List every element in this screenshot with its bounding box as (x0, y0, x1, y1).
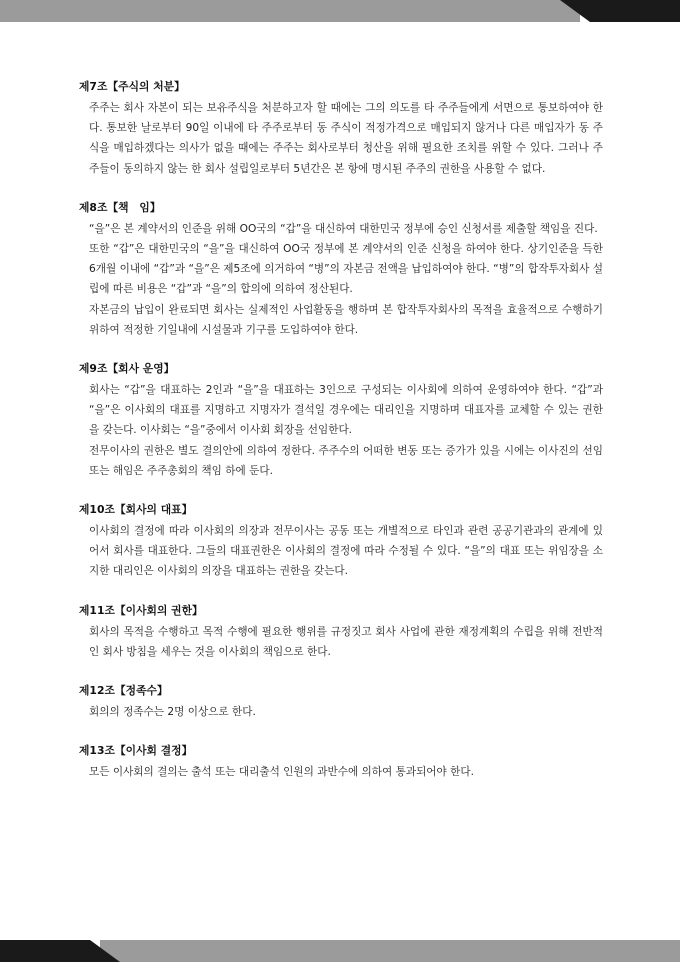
article-8 (79, 200, 603, 340)
article-7-title: 제7조【주식의 처분】 (79, 80, 185, 93)
article-7-paragraph-1: 주주는 회사 자본이 되는 보유주식을 처분하고자 할 때에는 그의 의도를 타 주주들에게 서면으로 통보하여야 한다. 통보한 날로부터 90일 이내에 타 주주로부터 동 주식이 적정가격으로 매입되지 않거나 다른 매입자가 동 주식을 매입하겠다는 의사가 없을 때에는 주주는 회사로부터 청산을 위해 필요한 조치를 위할 수 있다. 그러나 주주들이 동의하지 않는 한 회사 설립일로부터 5년간은 본 항에 명시된 주주의 권한을 사용할 수 없다. (89, 102, 603, 175)
bottom-decorative-band (0, 940, 680, 962)
article-8-paragraph-3: 자본금의 납입이 완료되면 회사는 실제적인 사업활동을 행하며 본 합작투자회사의 목적을 효율적으로 수행하기 위하여 적정한 기일내에 시설물과 기구를 도입하여야 한다. (89, 303, 603, 336)
article-8-paragraph-1: “을”은 본 계약서의 인준을 위해 OO국의 “갑”을 대신하여 대한민국 정부에 승인 신청서를 제출할 책임을 진다. (89, 222, 598, 235)
document-body (79, 79, 603, 803)
article-10-title: 제10조【회사의 대표】 (79, 503, 193, 517)
bottom-band-gray (100, 940, 680, 962)
article-8-paragraph-2: 또한 “갑”은 대한민국의 “을”을 대신하여 OO국 정부에 본 계약서의 인준 신청을 하여야 한다. 상기인준을 득한 6개월 이내에 “갑”과 “을”은 제5조에 의거하여 “병”의 자본금 전액을 납입하여야 한다. “병”의 합작투자회사 설립에 따른 비용은 “갑”과 “을”의 합의에 의하여 정산된다. (89, 243, 603, 296)
article-9-paragraph-2: 전무이사의 권한은 별도 결의안에 의하여 정한다. 주주수의 어떠한 변동 또는 증가가 있을 시에는 이사진의 선임 또는 해임은 주주총회의 책임 하에 둔다. (89, 444, 603, 477)
article-9-title: 제9조【회사 운영】 (79, 362, 175, 376)
article-11-paragraph-1: 회사의 목적을 수행하고 목적 수행에 필요한 행위를 규정짓고 회사 사업에 관한 재정계획의 수립을 위해 전반적인 회사 방침을 세우는 것을 이사회의 책임으로 한다. (89, 625, 603, 658)
article-12 (79, 683, 603, 722)
article-9 (79, 361, 603, 481)
article-9-paragraph-1: 회사는 “갑”을 대표하는 2인과 “을”을 대표하는 3인으로 구성되는 이사회에 의하여 운영하여야 한다. “갑”과 “을”은 이사회의 대표를 지명하고 지명자가 결석일 경우에는 대리인을 지명하며 대표자를 교체할 수 있는 권한을 갖는다. 이사회는 “을”중에서 이사회 회장을 선임한다. (89, 384, 603, 437)
article-13-title: 제13조【이사회 결정】 (79, 744, 193, 758)
article-12-title: 제12조【정족수】 (79, 684, 168, 698)
top-band-gray (0, 0, 580, 22)
article-10 (79, 502, 603, 582)
article-13 (79, 743, 603, 782)
article-13-paragraph-1: 모든 이사회의 결의는 출석 또는 대리출석 인원의 과반수에 의하여 통과되어야 한다. (89, 766, 474, 779)
article-12-paragraph-1: 회의의 정족수는 2명 이상으로 한다. (89, 706, 256, 719)
article-11 (79, 603, 603, 662)
article-10-paragraph-1: 이사회의 결정에 따라 이사회의 의장과 전무이사는 공동 또는 개별적으로 타인과 관련 공공기관과의 관계에 있어서 회사를 대표한다. 그들의 대표권한은 이사회의 결정에 따라 수정될 수 있다. “을”의 대표 또는 위임장을 소지한 대리인은 이사회의 의장을 대표하는 권한을 갖는다. (89, 525, 603, 578)
article-8-title: 제8조【책 임】 (79, 200, 161, 214)
article-7 (79, 79, 603, 179)
top-decorative-band (0, 0, 680, 22)
article-11-title: 제11조【이사회의 권한】 (79, 603, 203, 617)
